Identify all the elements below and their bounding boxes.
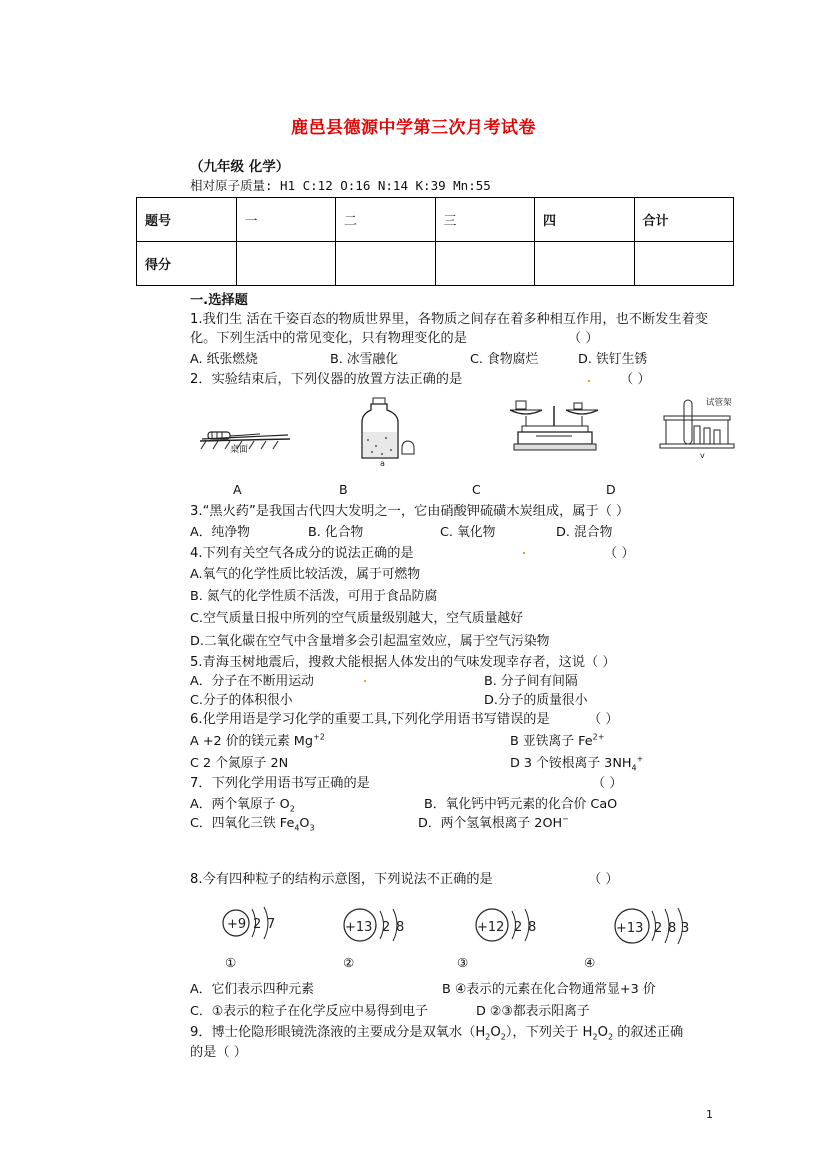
particle-diagram-2 (342, 908, 422, 948)
particle-diagram-4 (612, 908, 702, 948)
question-9-line-2: 的是（ ） (190, 1045, 247, 1060)
particle-diagram-1 (222, 906, 292, 946)
score-table-input-cell[interactable] (435, 242, 535, 286)
particle-1-nucleus: +9 (227, 917, 247, 932)
particle-2-nucleus: +13 (345, 920, 373, 935)
option-c[interactable]: C. 氧化物 (440, 525, 496, 540)
particle-label-3: ③ (457, 955, 469, 970)
particle-3-shell: 2 (514, 920, 523, 935)
particle-2-shell: 8 (396, 920, 405, 935)
score-table-cell: 二 (336, 198, 436, 242)
page-number: 1 (706, 1108, 713, 1121)
option-b[interactable]: B．氧化钙中钙元素的化合价 CaO (424, 797, 618, 812)
question-5-stem: 5.青海玉树地震后，搜救犬能根据人体发出的气味发现幸存者，这说（ ） (190, 655, 616, 670)
option-d[interactable]: D.二氧化碳在空气中含量增多会引起温室效应，属于空气污染物 (190, 634, 550, 649)
option-a[interactable]: A +2 价的镁元素 $Mg^{+2}$ (190, 732, 325, 749)
option-d[interactable]: D. 铁钉生锈 (578, 352, 648, 367)
score-table-cell: 题号 (137, 198, 237, 242)
question-4-stem: 4.下列有关空气各成分的说法正确的是 (190, 546, 414, 561)
option-b[interactable]: B. 氮气的化学性质不活泼，可用于食品防腐 (190, 589, 438, 604)
option-d[interactable]: D. 混合物 (556, 525, 613, 540)
answer-blank[interactable]: （ ） (592, 776, 623, 791)
option-d[interactable]: D.分子的质量很小 (484, 693, 588, 708)
option-b[interactable]: B 亚铁离子 $Fe^{2+}$ (510, 732, 605, 749)
score-table-cell: 一 (236, 198, 336, 242)
question-1-line-2: 化。下列生活中的常见变化，只有物理变化的是 (190, 331, 467, 346)
option-a[interactable]: A.氧气的化学性质比较活泼，属于可燃物 (190, 567, 421, 582)
particle-1-shell: 2 (253, 917, 262, 932)
page-title: 鹿邑县德源中学第三次月考试卷 (291, 118, 536, 138)
figure-label-c: C (472, 482, 481, 497)
option-c[interactable]: C．①表示的粒子在化学反应中易得到电子 (190, 1004, 428, 1019)
figure-label-b: B (339, 482, 348, 497)
answer-blank[interactable]: （ ） (568, 331, 599, 346)
particle-4-nucleus: +13 (616, 921, 644, 936)
particle-4-shell: 3 (681, 921, 690, 936)
option-c[interactable]: C．四氧化三铁 $Fe_4O_3$ (190, 816, 315, 833)
option-a[interactable]: A. 纸张燃烧 (190, 352, 258, 367)
score-table-cell: 合计 (634, 198, 734, 242)
option-a[interactable]: A．两个氧原子 $O_2$ (190, 797, 295, 814)
particle-4-shell: 2 (654, 921, 663, 936)
figure-a-desk-label: 桌面 (230, 445, 249, 455)
option-d[interactable]: D 3 个铵根离子 $3NH_4^+$ (510, 754, 644, 773)
option-c[interactable]: C.分子的体积很小 (190, 693, 293, 708)
particle-label-4: ④ (584, 955, 596, 970)
option-d[interactable]: D．两个氢氧根离子 2OH− (418, 814, 569, 831)
section-heading: 一.选择题 (190, 293, 248, 308)
option-a[interactable]: A．分子在不断用运动 (190, 674, 314, 689)
option-a[interactable]: A．它们表示四种元素 (190, 982, 314, 997)
score-table-header-row (137, 198, 734, 242)
question-1-line-1: 1.我们生 活在千姿百态的物质世界里，各物质之间存在着多种相互作用，也不断发生着变 (190, 312, 708, 327)
figure-b-reagent-bottle (358, 396, 418, 466)
answer-blank[interactable]: （ ） (620, 372, 651, 387)
answer-blank[interactable]: （ ） (588, 872, 619, 887)
score-table-input-cell[interactable] (535, 242, 635, 286)
answer-blank[interactable]: （ ） (588, 712, 619, 727)
particle-3-shell: 8 (528, 920, 537, 935)
score-table-cell: 得分 (137, 242, 237, 286)
score-table-cell: 四 (535, 198, 635, 242)
option-b[interactable]: B. 冰雪融化 (330, 352, 399, 367)
figure-label-a: A (233, 482, 242, 497)
score-table-input-cell[interactable] (236, 242, 336, 286)
option-a[interactable]: A．纯净物 (190, 525, 250, 540)
score-table-cell: 三 (435, 198, 535, 242)
option-b[interactable]: B ④表示的元素在化合物通常显+3 价 (442, 982, 656, 997)
particle-1-shell: 7 (267, 917, 276, 932)
atomic-masses: 相对原子质量: H1 C:12 O:16 N:14 K:39 Mn:55 (190, 178, 491, 193)
figure-c-balance (506, 396, 606, 466)
option-c[interactable]: C 2 个氮原子 2N (190, 756, 289, 771)
figure-d-rack-label: 试管架 (706, 398, 732, 408)
option-d[interactable]: D ②③都表示阳离子 (476, 1004, 590, 1019)
option-c[interactable]: C.空气质量日报中所列的空气质量级别越大，空气质量越好 (190, 611, 523, 626)
score-table (136, 197, 734, 286)
option-b[interactable]: B. 化合物 (308, 525, 364, 540)
question-3-stem: 3.“黑火药”是我国古代四大发明之一，它由硝酸钾硫磺木炭组成，属于（ ） (190, 504, 630, 519)
question-8-stem: 8.今有四种粒子的结构示意图，下列说法不正确的是 (190, 872, 493, 887)
particle-2-shell: 2 (382, 920, 391, 935)
question-9-line-1: 9．博士伦隐形眼镜洗涤液的主要成分是双氧水$(H_2O_2)$，下列关于 $H_2O_2$ 的叙述正确 (190, 1025, 684, 1042)
score-table-score-row (137, 242, 734, 286)
option-b[interactable]: B. 分子间有间隔 (484, 674, 578, 689)
answer-blank[interactable]: （ ） (604, 546, 635, 561)
score-table-input-cell[interactable] (336, 242, 436, 286)
particle-4-shell: 8 (668, 921, 677, 936)
particle-diagram-3 (474, 908, 554, 948)
svg-text:v: v (700, 451, 705, 460)
score-table-input-cell[interactable] (634, 242, 734, 286)
option-c[interactable]: C. 食物腐烂 (470, 352, 539, 367)
particle-3-nucleus: +12 (477, 920, 505, 935)
question-7-stem: 7．下列化学用语书写正确的是 (190, 776, 370, 791)
figure-label-d: D (606, 482, 616, 497)
particle-label-2: ② (343, 955, 355, 970)
particle-label-1: ① (225, 955, 237, 970)
question-6-stem: 6.化学用语是学习化学的重要工具,下列化学用语书写错误的是 (190, 712, 550, 727)
grade-label: （九年级 化学） (190, 159, 290, 175)
svg-text:a: a (380, 459, 385, 468)
question-2-stem: 2．实验结束后，下列仪器的放置方法正确的是 (190, 372, 463, 387)
